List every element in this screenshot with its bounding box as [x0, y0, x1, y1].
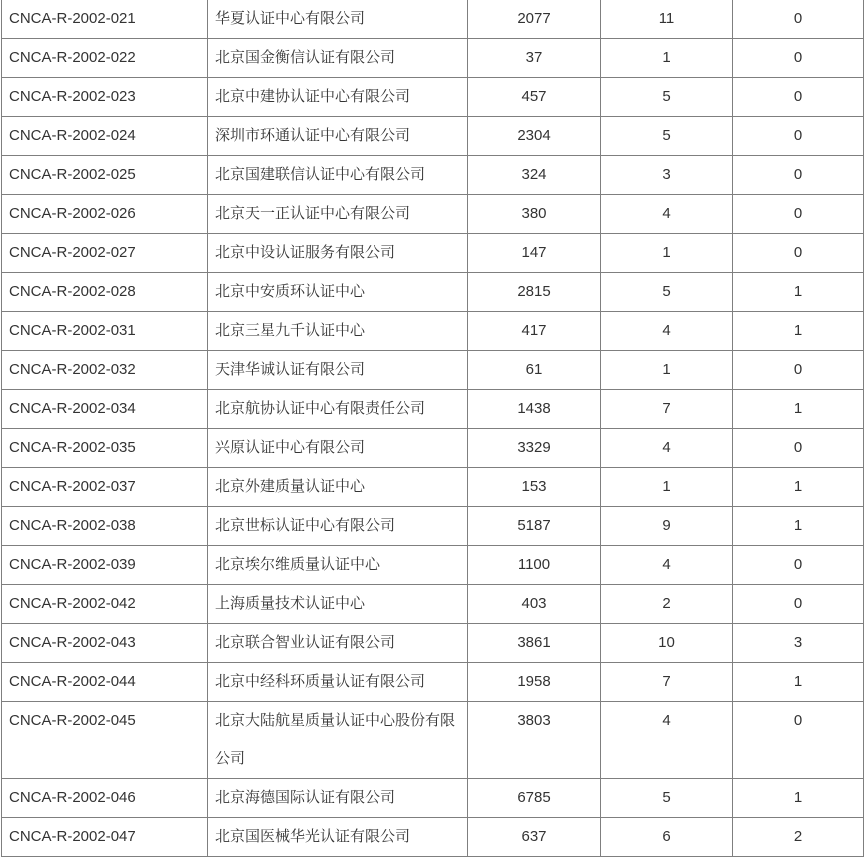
- cert-code: CNCA-R-2002-024: [2, 117, 208, 156]
- cert-code: CNCA-R-2002-032: [2, 351, 208, 390]
- count-col-3: 1: [733, 779, 864, 818]
- count-col-3: 0: [733, 702, 864, 779]
- count-col-1: 1438: [468, 390, 601, 429]
- count-col-1: 380: [468, 195, 601, 234]
- table-row: [2, 507, 864, 546]
- count-col-2: 5: [601, 78, 733, 117]
- count-col-3: 0: [733, 39, 864, 78]
- count-col-1: 457: [468, 78, 601, 117]
- company-name: 华夏认证中心有限公司: [208, 0, 468, 39]
- table-row: [2, 234, 864, 273]
- count-col-1: 403: [468, 585, 601, 624]
- count-col-2: 4: [601, 546, 733, 585]
- table-body: [2, 0, 864, 857]
- table-row: [2, 585, 864, 624]
- count-col-1: 2304: [468, 117, 601, 156]
- count-col-3: 1: [733, 468, 864, 507]
- company-name: 上海质量技术认证中心: [208, 585, 468, 624]
- count-col-3: 0: [733, 78, 864, 117]
- cert-code: CNCA-R-2002-046: [2, 779, 208, 818]
- company-name: 北京三星九千认证中心: [208, 312, 468, 351]
- count-col-2: 10: [601, 624, 733, 663]
- count-col-3: 0: [733, 234, 864, 273]
- cert-code: CNCA-R-2002-039: [2, 546, 208, 585]
- company-name: 深圳市环通认证中心有限公司: [208, 117, 468, 156]
- table-row: [2, 663, 864, 702]
- count-col-2: 5: [601, 779, 733, 818]
- count-col-3: 0: [733, 117, 864, 156]
- company-name: 北京中设认证服务有限公司: [208, 234, 468, 273]
- table-row: [2, 351, 864, 390]
- count-col-3: 2: [733, 818, 864, 857]
- cert-code: CNCA-R-2002-042: [2, 585, 208, 624]
- company-name: 北京国医械华光认证有限公司: [208, 818, 468, 857]
- count-col-2: 6: [601, 818, 733, 857]
- count-col-1: 324: [468, 156, 601, 195]
- count-col-2: 7: [601, 663, 733, 702]
- count-col-1: 153: [468, 468, 601, 507]
- table-row: [2, 312, 864, 351]
- count-col-2: 5: [601, 117, 733, 156]
- table-row: [2, 39, 864, 78]
- cert-code: CNCA-R-2002-044: [2, 663, 208, 702]
- count-col-2: 11: [601, 0, 733, 39]
- count-col-1: 2077: [468, 0, 601, 39]
- table-row: [2, 390, 864, 429]
- cert-code: CNCA-R-2002-034: [2, 390, 208, 429]
- count-col-1: 417: [468, 312, 601, 351]
- cert-code: CNCA-R-2002-022: [2, 39, 208, 78]
- cert-code: CNCA-R-2002-037: [2, 468, 208, 507]
- cert-code: CNCA-R-2002-027: [2, 234, 208, 273]
- table-row: [2, 117, 864, 156]
- table-row: [2, 78, 864, 117]
- count-col-2: 1: [601, 468, 733, 507]
- count-col-3: 1: [733, 312, 864, 351]
- count-col-1: 3803: [468, 702, 601, 779]
- company-name: 北京联合智业认证有限公司: [208, 624, 468, 663]
- count-col-1: 147: [468, 234, 601, 273]
- cert-code: CNCA-R-2002-023: [2, 78, 208, 117]
- table-row: [2, 624, 864, 663]
- table-row: [2, 0, 864, 39]
- count-col-1: 1100: [468, 546, 601, 585]
- company-name: 北京国建联信认证中心有限公司: [208, 156, 468, 195]
- count-col-2: 9: [601, 507, 733, 546]
- count-col-1: 5187: [468, 507, 601, 546]
- cert-code: CNCA-R-2002-043: [2, 624, 208, 663]
- count-col-3: 1: [733, 390, 864, 429]
- company-name: 北京世标认证中心有限公司: [208, 507, 468, 546]
- count-col-2: 4: [601, 195, 733, 234]
- cert-code: CNCA-R-2002-028: [2, 273, 208, 312]
- count-col-2: 5: [601, 273, 733, 312]
- cert-code: CNCA-R-2002-031: [2, 312, 208, 351]
- table-row: [2, 818, 864, 857]
- cert-code: CNCA-R-2002-035: [2, 429, 208, 468]
- certification-table: [1, 0, 864, 857]
- cert-code: CNCA-R-2002-026: [2, 195, 208, 234]
- count-col-2: 1: [601, 39, 733, 78]
- cert-code: CNCA-R-2002-038: [2, 507, 208, 546]
- count-col-1: 1958: [468, 663, 601, 702]
- company-name: 兴原认证中心有限公司: [208, 429, 468, 468]
- count-col-2: 4: [601, 702, 733, 779]
- count-col-3: 1: [733, 663, 864, 702]
- count-col-3: 1: [733, 273, 864, 312]
- table-row: [2, 702, 864, 779]
- count-col-2: 7: [601, 390, 733, 429]
- company-name: 天津华诚认证有限公司: [208, 351, 468, 390]
- count-col-2: 3: [601, 156, 733, 195]
- table-row: [2, 195, 864, 234]
- company-name: 北京外建质量认证中心: [208, 468, 468, 507]
- count-col-1: 2815: [468, 273, 601, 312]
- company-name: 北京海德国际认证有限公司: [208, 779, 468, 818]
- table-row: [2, 468, 864, 507]
- cert-code: CNCA-R-2002-025: [2, 156, 208, 195]
- table-row: [2, 429, 864, 468]
- count-col-1: 37: [468, 39, 601, 78]
- count-col-3: 0: [733, 585, 864, 624]
- count-col-2: 1: [601, 234, 733, 273]
- company-name: 北京埃尔维质量认证中心: [208, 546, 468, 585]
- count-col-1: 637: [468, 818, 601, 857]
- table-row: [2, 156, 864, 195]
- count-col-3: 0: [733, 429, 864, 468]
- count-col-1: 3861: [468, 624, 601, 663]
- company-name: 北京国金衡信认证有限公司: [208, 39, 468, 78]
- count-col-1: 6785: [468, 779, 601, 818]
- table-row: [2, 779, 864, 818]
- count-col-2: 2: [601, 585, 733, 624]
- cert-code: CNCA-R-2002-045: [2, 702, 208, 779]
- company-name: 北京中建协认证中心有限公司: [208, 78, 468, 117]
- table-row: [2, 273, 864, 312]
- company-name: 北京天一正认证中心有限公司: [208, 195, 468, 234]
- count-col-3: 0: [733, 0, 864, 39]
- company-name: 北京中经科环质量认证有限公司: [208, 663, 468, 702]
- company-name: 北京大陆航星质量认证中心股份有限公司: [208, 702, 468, 779]
- count-col-3: 0: [733, 156, 864, 195]
- cert-code: CNCA-R-2002-021: [2, 0, 208, 39]
- cert-code: CNCA-R-2002-047: [2, 818, 208, 857]
- table-row: [2, 546, 864, 585]
- count-col-2: 4: [601, 429, 733, 468]
- count-col-1: 61: [468, 351, 601, 390]
- count-col-3: 0: [733, 195, 864, 234]
- company-name: 北京中安质环认证中心: [208, 273, 468, 312]
- count-col-1: 3329: [468, 429, 601, 468]
- count-col-3: 3: [733, 624, 864, 663]
- count-col-3: 1: [733, 507, 864, 546]
- count-col-2: 1: [601, 351, 733, 390]
- count-col-3: 0: [733, 546, 864, 585]
- count-col-2: 4: [601, 312, 733, 351]
- company-name: 北京航协认证中心有限责任公司: [208, 390, 468, 429]
- count-col-3: 0: [733, 351, 864, 390]
